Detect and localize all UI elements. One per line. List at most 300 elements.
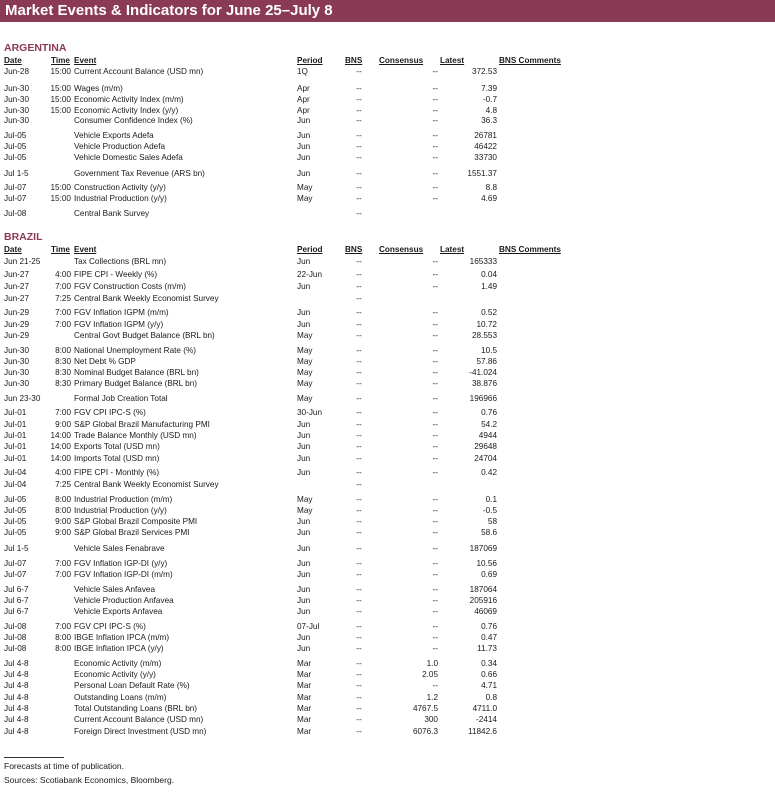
cell-time: 7:25 bbox=[55, 294, 71, 303]
cell-event: Economic Activity (m/m) bbox=[74, 659, 162, 668]
cell-latest: 165333 bbox=[469, 257, 497, 266]
cell-time: 15:00 bbox=[50, 84, 71, 93]
table-row bbox=[0, 330, 775, 341]
cell-period: May bbox=[297, 379, 313, 388]
cell-time: 8:00 bbox=[55, 506, 71, 515]
cell-consensus: -- bbox=[432, 544, 438, 553]
cell-latest: 10.72 bbox=[476, 320, 497, 329]
cell-consensus: -- bbox=[432, 454, 438, 463]
cell-event: Total Outstanding Loans (BRL bn) bbox=[74, 704, 198, 713]
table-row bbox=[0, 714, 775, 725]
cell-event: Tax Collections (BRL mn) bbox=[74, 257, 167, 266]
cell-date: Jul 4-8 bbox=[4, 659, 29, 668]
cell-time: 9:00 bbox=[55, 528, 71, 537]
cell-time: 7:00 bbox=[55, 559, 71, 568]
cell-event: Economic Activity Index (m/m) bbox=[74, 95, 184, 104]
cell-date: Jun-29 bbox=[4, 331, 30, 340]
cell-event: Industrial Production (y/y) bbox=[74, 506, 167, 515]
cell-bns: -- bbox=[356, 480, 362, 489]
header-event: Event bbox=[74, 245, 97, 254]
table-row bbox=[0, 726, 775, 737]
cell-date: Jul-01 bbox=[4, 431, 27, 440]
table-row bbox=[0, 516, 775, 527]
table-row bbox=[0, 584, 775, 595]
cell-event: Industrial Production (m/m) bbox=[74, 495, 173, 504]
cell-event: Central Bank Weekly Economist Survey bbox=[74, 480, 219, 489]
cell-bns: -- bbox=[356, 633, 362, 642]
cell-consensus: -- bbox=[432, 84, 438, 93]
cell-time: 7:00 bbox=[55, 570, 71, 579]
cell-event: FIPE CPI - Monthly (%) bbox=[74, 468, 160, 477]
cell-latest: 38.876 bbox=[471, 379, 497, 388]
cell-date: Jul 4-8 bbox=[4, 727, 29, 736]
cell-period: Jun bbox=[297, 468, 311, 477]
cell-date: Jul-07 bbox=[4, 183, 27, 192]
cell-consensus: -- bbox=[432, 528, 438, 537]
cell-latest: 0.1 bbox=[485, 495, 497, 504]
cell-bns: -- bbox=[356, 644, 362, 653]
table-row bbox=[0, 595, 775, 606]
cell-date: Jun-30 bbox=[4, 379, 30, 388]
cell-bns: -- bbox=[356, 506, 362, 515]
table-row bbox=[0, 193, 775, 204]
cell-bns: -- bbox=[356, 693, 362, 702]
cell-time: 15:00 bbox=[50, 183, 71, 192]
cell-period: Jun bbox=[297, 442, 311, 451]
cell-date: Jun-29 bbox=[4, 320, 30, 329]
cell-event: S&P Global Brazil Manufacturing PMI bbox=[74, 420, 210, 429]
footnote-sources: Sources: Scotiabank Economics, Bloomberg. bbox=[4, 775, 175, 785]
cell-time: 8:30 bbox=[55, 368, 71, 377]
cell-time: 7:25 bbox=[55, 480, 71, 489]
cell-period: May bbox=[297, 183, 313, 192]
cell-consensus: -- bbox=[432, 257, 438, 266]
cell-latest: 1.49 bbox=[481, 282, 497, 291]
cell-period: Mar bbox=[297, 670, 312, 679]
cell-date: Jul 6-7 bbox=[4, 596, 29, 605]
cell-time: 9:00 bbox=[55, 420, 71, 429]
table-row bbox=[0, 680, 775, 691]
cell-consensus: -- bbox=[432, 95, 438, 104]
cell-bns: -- bbox=[356, 357, 362, 366]
cell-latest: 57.86 bbox=[476, 357, 497, 366]
header-period: Period bbox=[297, 245, 323, 254]
cell-event: S&P Global Brazil Composite PMI bbox=[74, 517, 198, 526]
cell-period: Mar bbox=[297, 727, 312, 736]
cell-time: 14:00 bbox=[50, 431, 71, 440]
cell-consensus: -- bbox=[432, 331, 438, 340]
cell-event: FGV Inflation IGP-DI (m/m) bbox=[74, 570, 173, 579]
cell-date: Jul-05 bbox=[4, 517, 27, 526]
table-row bbox=[0, 66, 775, 77]
cell-consensus: -- bbox=[432, 282, 438, 291]
header-bns: BNS bbox=[345, 245, 363, 254]
cell-date: Jun-27 bbox=[4, 294, 30, 303]
cell-consensus: -- bbox=[432, 681, 438, 690]
page-title: Market Events & Indicators for June 25–July 8 bbox=[0, 0, 775, 22]
cell-date: Jun 23-30 bbox=[4, 394, 41, 403]
cell-time: 9:00 bbox=[55, 517, 71, 526]
cell-event: Imports Total (USD mn) bbox=[74, 454, 160, 463]
cell-latest: 8.8 bbox=[485, 183, 497, 192]
cell-event: Net Debt % GDP bbox=[74, 357, 136, 366]
cell-event: FGV Inflation IGPM (m/m) bbox=[74, 308, 169, 317]
cell-date: Jul 4-8 bbox=[4, 693, 29, 702]
table-row bbox=[0, 83, 775, 94]
cell-latest: 205916 bbox=[469, 596, 497, 605]
table-row bbox=[0, 494, 775, 505]
cell-date: Jul-08 bbox=[4, 622, 27, 631]
cell-event: FGV CPI IPC-S (%) bbox=[74, 408, 146, 417]
table-row bbox=[0, 152, 775, 163]
cell-period: Jun bbox=[297, 596, 311, 605]
footnote-forecasts: Forecasts at time of publication. bbox=[4, 761, 125, 771]
cell-bns: -- bbox=[356, 715, 362, 724]
cell-bns: -- bbox=[356, 420, 362, 429]
cell-consensus: -- bbox=[432, 106, 438, 115]
table-row bbox=[0, 558, 775, 569]
table-row bbox=[0, 130, 775, 141]
header-latest: Latest bbox=[440, 56, 465, 65]
header-date: Date bbox=[4, 56, 22, 65]
cell-period: Jun bbox=[297, 131, 311, 140]
cell-consensus: -- bbox=[432, 142, 438, 151]
cell-latest: 7.39 bbox=[481, 84, 497, 93]
cell-time: 8:00 bbox=[55, 346, 71, 355]
cell-period: Jun bbox=[297, 544, 311, 553]
cell-bns: -- bbox=[356, 585, 362, 594]
cell-date: Jul 4-8 bbox=[4, 681, 29, 690]
cell-latest: 54.2 bbox=[481, 420, 497, 429]
cell-consensus: 2.05 bbox=[422, 670, 438, 679]
cell-latest: 4.71 bbox=[481, 681, 497, 690]
cell-period: Jun bbox=[297, 559, 311, 568]
cell-consensus: -- bbox=[432, 633, 438, 642]
cell-period: Mar bbox=[297, 715, 312, 724]
table-header bbox=[0, 244, 775, 255]
cell-consensus: -- bbox=[432, 431, 438, 440]
cell-bns: -- bbox=[356, 346, 362, 355]
cell-event: Vehicle Sales Anfavea bbox=[74, 585, 156, 594]
cell-bns: -- bbox=[356, 517, 362, 526]
cell-bns: -- bbox=[356, 394, 362, 403]
cell-consensus: -- bbox=[432, 622, 438, 631]
cell-event: Current Account Balance (USD mn) bbox=[74, 715, 204, 724]
cell-bns: -- bbox=[356, 116, 362, 125]
cell-event: Primary Budget Balance (BRL bn) bbox=[74, 379, 198, 388]
cell-bns: -- bbox=[356, 408, 362, 417]
cell-latest: 4944 bbox=[478, 431, 497, 440]
cell-consensus: 300 bbox=[424, 715, 438, 724]
cell-bns: -- bbox=[356, 209, 362, 218]
cell-event: Economic Activity (y/y) bbox=[74, 670, 156, 679]
cell-latest: -0.5 bbox=[482, 506, 497, 515]
cell-latest: 11842.6 bbox=[468, 727, 497, 736]
cell-latest: 0.76 bbox=[481, 622, 497, 631]
cell-latest: 0.66 bbox=[481, 670, 497, 679]
table-row bbox=[0, 293, 775, 304]
cell-date: Jul-05 bbox=[4, 153, 27, 162]
cell-bns: -- bbox=[356, 308, 362, 317]
cell-period: Apr bbox=[297, 95, 310, 104]
cell-time: 15:00 bbox=[50, 194, 71, 203]
cell-consensus: -- bbox=[432, 644, 438, 653]
cell-date: Jun-30 bbox=[4, 95, 30, 104]
cell-time: 4:00 bbox=[55, 468, 71, 477]
cell-period: Jun bbox=[297, 644, 311, 653]
cell-period: Jun bbox=[297, 169, 311, 178]
cell-time: 7:00 bbox=[55, 320, 71, 329]
table-row bbox=[0, 168, 775, 179]
cell-period: Jun bbox=[297, 528, 311, 537]
cell-bns: -- bbox=[356, 431, 362, 440]
cell-consensus: -- bbox=[432, 67, 438, 76]
cell-time: 7:00 bbox=[55, 308, 71, 317]
cell-period: Jun bbox=[297, 517, 311, 526]
cell-time: 15:00 bbox=[50, 95, 71, 104]
table-row bbox=[0, 356, 775, 367]
table-row bbox=[0, 393, 775, 404]
cell-consensus: -- bbox=[432, 308, 438, 317]
header-time: Time bbox=[51, 56, 70, 65]
cell-consensus: -- bbox=[432, 357, 438, 366]
cell-event: Central Bank Survey bbox=[74, 209, 150, 218]
cell-bns: -- bbox=[356, 570, 362, 579]
cell-period: Jun bbox=[297, 585, 311, 594]
cell-bns: -- bbox=[356, 727, 362, 736]
cell-latest: 46422 bbox=[474, 142, 497, 151]
cell-consensus: -- bbox=[432, 346, 438, 355]
cell-event: Nominal Budget Balance (BRL bn) bbox=[74, 368, 199, 377]
cell-event: Current Account Balance (USD mn) bbox=[74, 67, 204, 76]
cell-period: Apr bbox=[297, 84, 310, 93]
cell-event: Vehicle Exports Adefa bbox=[74, 131, 154, 140]
cell-consensus: -- bbox=[432, 420, 438, 429]
table-row bbox=[0, 419, 775, 430]
cell-consensus: -- bbox=[432, 570, 438, 579]
cell-bns: -- bbox=[356, 681, 362, 690]
cell-date: Jul-04 bbox=[4, 468, 27, 477]
cell-consensus: -- bbox=[432, 394, 438, 403]
cell-event: Vehicle Production Anfavea bbox=[74, 596, 174, 605]
cell-bns: -- bbox=[356, 84, 362, 93]
cell-event: FIPE CPI - Weekly (%) bbox=[74, 270, 158, 279]
cell-period: Jun bbox=[297, 420, 311, 429]
cell-event: Vehicle Domestic Sales Adefa bbox=[74, 153, 183, 162]
cell-consensus: -- bbox=[432, 506, 438, 515]
table-row bbox=[0, 256, 775, 267]
cell-period: Jun bbox=[297, 454, 311, 463]
cell-bns: -- bbox=[356, 320, 362, 329]
cell-bns: -- bbox=[356, 142, 362, 151]
cell-period: Jun bbox=[297, 570, 311, 579]
cell-date: Jul-05 bbox=[4, 528, 27, 537]
cell-period: Apr bbox=[297, 106, 310, 115]
header-consensus: Consensus bbox=[379, 56, 424, 65]
cell-period: May bbox=[297, 357, 313, 366]
cell-consensus: -- bbox=[432, 368, 438, 377]
cell-time: 8:30 bbox=[55, 357, 71, 366]
cell-event: Trade Balance Monthly (USD mn) bbox=[74, 431, 197, 440]
table-row bbox=[0, 569, 775, 580]
cell-date: Jun-30 bbox=[4, 84, 30, 93]
cell-consensus: 1.2 bbox=[426, 693, 438, 702]
cell-date: Jul 1-5 bbox=[4, 544, 29, 553]
cell-event: Vehicle Sales Fenabrave bbox=[74, 544, 165, 553]
cell-date: Jul 4-8 bbox=[4, 670, 29, 679]
cell-event: S&P Global Brazil Services PMI bbox=[74, 528, 190, 537]
header-comments: BNS Comments bbox=[499, 245, 561, 254]
cell-bns: -- bbox=[356, 153, 362, 162]
cell-date: Jul-07 bbox=[4, 559, 27, 568]
cell-date: Jun-27 bbox=[4, 282, 30, 291]
cell-period: Jun bbox=[297, 153, 311, 162]
table-row bbox=[0, 319, 775, 330]
cell-consensus: -- bbox=[432, 442, 438, 451]
cell-bns: -- bbox=[356, 442, 362, 451]
cell-consensus: -- bbox=[432, 270, 438, 279]
cell-latest: -0.7 bbox=[482, 95, 497, 104]
cell-period: 22-Jun bbox=[297, 270, 323, 279]
header-bns: BNS bbox=[345, 56, 363, 65]
cell-consensus: -- bbox=[432, 116, 438, 125]
cell-date: Jul-05 bbox=[4, 506, 27, 515]
cell-date: Jul-05 bbox=[4, 142, 27, 151]
cell-latest: 26781 bbox=[474, 131, 497, 140]
cell-time: 15:00 bbox=[50, 106, 71, 115]
cell-event: Central Govt Budget Balance (BRL bn) bbox=[74, 331, 215, 340]
cell-date: Jul-01 bbox=[4, 408, 27, 417]
cell-time: 14:00 bbox=[50, 442, 71, 451]
table-row bbox=[0, 94, 775, 105]
cell-period: Jun bbox=[297, 257, 311, 266]
cell-period: Jun bbox=[297, 116, 311, 125]
cell-latest: -41.024 bbox=[469, 368, 497, 377]
cell-date: Jul 4-8 bbox=[4, 715, 29, 724]
cell-date: Jul-04 bbox=[4, 480, 27, 489]
cell-period: Mar bbox=[297, 659, 312, 668]
cell-event: FGV CPI IPC-S (%) bbox=[74, 622, 146, 631]
cell-date: Jul 1-5 bbox=[4, 169, 29, 178]
table-row bbox=[0, 182, 775, 193]
cell-date: Jul-07 bbox=[4, 194, 27, 203]
table-row bbox=[0, 703, 775, 714]
table-row bbox=[0, 141, 775, 152]
cell-consensus: -- bbox=[432, 379, 438, 388]
cell-latest: 4.8 bbox=[485, 106, 497, 115]
table-header bbox=[0, 55, 775, 66]
cell-date: Jun 21-25 bbox=[4, 257, 41, 266]
cell-latest: 58.6 bbox=[481, 528, 497, 537]
header-date: Date bbox=[4, 245, 22, 254]
cell-bns: -- bbox=[356, 495, 362, 504]
cell-bns: -- bbox=[356, 282, 362, 291]
table-row bbox=[0, 606, 775, 617]
cell-date: Jun-28 bbox=[4, 67, 30, 76]
cell-period: 30-Jun bbox=[297, 408, 323, 417]
cell-bns: -- bbox=[356, 670, 362, 679]
table-row bbox=[0, 281, 775, 292]
header-event: Event bbox=[74, 56, 97, 65]
cell-bns: -- bbox=[356, 257, 362, 266]
cell-period: May bbox=[297, 194, 313, 203]
cell-event: Government Tax Revenue (ARS bn) bbox=[74, 169, 205, 178]
cell-date: Jul-07 bbox=[4, 570, 27, 579]
cell-bns: -- bbox=[356, 607, 362, 616]
cell-consensus: -- bbox=[432, 517, 438, 526]
cell-date: Jun-30 bbox=[4, 346, 30, 355]
cell-time: 7:00 bbox=[55, 622, 71, 631]
table-row bbox=[0, 407, 775, 418]
cell-latest: 0.69 bbox=[481, 570, 497, 579]
cell-time: 7:00 bbox=[55, 408, 71, 417]
cell-time: 15:00 bbox=[50, 67, 71, 76]
cell-bns: -- bbox=[356, 659, 362, 668]
cell-bns: -- bbox=[356, 559, 362, 568]
table-row bbox=[0, 632, 775, 643]
cell-bns: -- bbox=[356, 596, 362, 605]
cell-latest: 4.69 bbox=[481, 194, 497, 203]
cell-date: Jun-27 bbox=[4, 270, 30, 279]
cell-date: Jul-05 bbox=[4, 131, 27, 140]
cell-date: Jul-01 bbox=[4, 442, 27, 451]
header-latest: Latest bbox=[440, 245, 465, 254]
cell-latest: 0.04 bbox=[481, 270, 497, 279]
cell-date: Jun-30 bbox=[4, 357, 30, 366]
cell-event: National Unemployment Rate (%) bbox=[74, 346, 196, 355]
cell-date: Jun-30 bbox=[4, 106, 30, 115]
cell-bns: -- bbox=[356, 468, 362, 477]
cell-bns: -- bbox=[356, 368, 362, 377]
cell-consensus: 6076.3 bbox=[412, 727, 438, 736]
cell-bns: -- bbox=[356, 169, 362, 178]
table-row bbox=[0, 307, 775, 318]
cell-latest: 1551.37 bbox=[467, 169, 497, 178]
cell-bns: -- bbox=[356, 95, 362, 104]
cell-bns: -- bbox=[356, 67, 362, 76]
cell-date: Jul 6-7 bbox=[4, 607, 29, 616]
cell-date: Jul-08 bbox=[4, 633, 27, 642]
cell-consensus: -- bbox=[432, 153, 438, 162]
cell-date: Jun-30 bbox=[4, 116, 30, 125]
cell-latest: 33730 bbox=[474, 153, 497, 162]
cell-date: Jul-05 bbox=[4, 495, 27, 504]
cell-event: Wages (m/m) bbox=[74, 84, 123, 93]
header-consensus: Consensus bbox=[379, 245, 424, 254]
cell-event: Industrial Production (y/y) bbox=[74, 194, 167, 203]
table-row bbox=[0, 115, 775, 126]
table-row bbox=[0, 367, 775, 378]
table-row bbox=[0, 430, 775, 441]
cell-time: 8:00 bbox=[55, 495, 71, 504]
header-period: Period bbox=[297, 56, 323, 65]
cell-bns: -- bbox=[356, 528, 362, 537]
cell-period: Mar bbox=[297, 704, 312, 713]
cell-consensus: -- bbox=[432, 320, 438, 329]
cell-event: Foreign Direct Investment (USD mn) bbox=[74, 727, 207, 736]
cell-event: Consumer Confidence Index (%) bbox=[74, 116, 193, 125]
cell-latest: 4711.0 bbox=[472, 704, 497, 713]
cell-latest: 0.76 bbox=[481, 408, 497, 417]
cell-date: Jul-08 bbox=[4, 644, 27, 653]
cell-latest: 10.56 bbox=[476, 559, 497, 568]
cell-latest: 46069 bbox=[474, 607, 497, 616]
cell-latest: 0.47 bbox=[481, 633, 497, 642]
cell-event: Vehicle Production Adefa bbox=[74, 142, 166, 151]
cell-event: Economic Activity Index (y/y) bbox=[74, 106, 179, 115]
table-row bbox=[0, 269, 775, 280]
cell-event: Formal Job Creation Total bbox=[74, 394, 168, 403]
